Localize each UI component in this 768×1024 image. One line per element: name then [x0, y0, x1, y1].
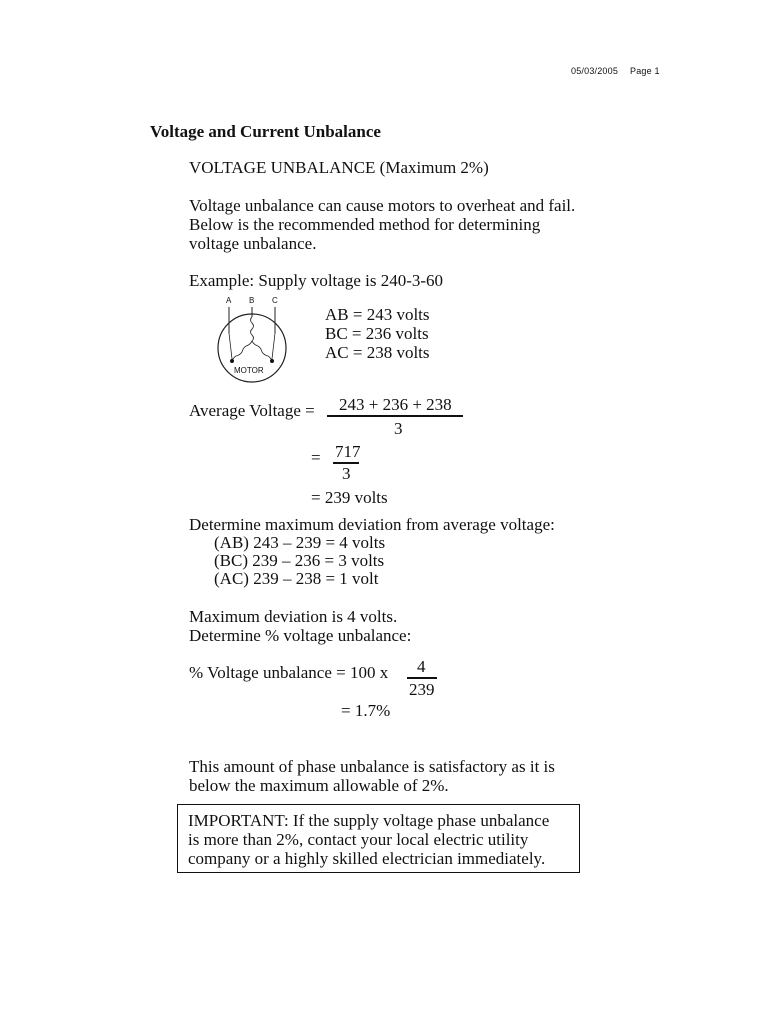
- unbalance-denominator: 239: [409, 680, 435, 699]
- average-denominator: 3: [394, 419, 403, 438]
- example-line: Example: Supply voltage is 240-3-60: [189, 271, 444, 290]
- unbalance-fraction-bar: [407, 677, 437, 679]
- important-line-1: IMPORTANT: If the supply voltage phase unbalance: [188, 811, 550, 830]
- max-deviation-line: Maximum deviation is 4 volts.: [189, 607, 398, 626]
- header-date: 05/03/2005: [571, 66, 619, 76]
- deviation-ac: (AC) 239 – 238 = 1 volt: [214, 569, 379, 588]
- determine-percent-line: Determine % voltage unbalance:: [189, 626, 412, 645]
- reading-ab: AB = 243 volts: [325, 305, 430, 324]
- important-line-3: company or a highly skilled electrician immediately.: [188, 849, 546, 868]
- header-page-number: Page 1: [630, 66, 660, 76]
- important-line-2: is more than 2%, contact your local electric utility: [188, 830, 529, 849]
- reading-bc: BC = 236 volts: [325, 324, 429, 343]
- phase-label-c: C: [272, 296, 278, 305]
- reading-ac: AC = 238 volts: [325, 343, 430, 362]
- deviation-ab: (AB) 243 – 239 = 4 volts: [214, 533, 386, 552]
- section-subtitle: VOLTAGE UNBALANCE (Maximum 2%): [189, 158, 489, 177]
- unbalance-label: % Voltage unbalance = 100 x: [189, 663, 389, 682]
- intro-line-1: Voltage unbalance can cause motors to overheat and fail.: [189, 196, 576, 215]
- average-step2-denominator: 3: [342, 464, 351, 483]
- motor-label: MOTOR: [234, 366, 264, 375]
- deviation-heading: Determine maximum deviation from average voltage:: [189, 515, 555, 534]
- conclusion-line-1: This amount of phase unbalance is satisfactory as it is: [189, 757, 555, 776]
- intro-line-3: voltage unbalance.: [189, 234, 317, 253]
- conclusion-line-2: below the maximum allowable of 2%.: [189, 776, 449, 795]
- average-step2-equals: =: [311, 448, 321, 467]
- unbalance-numerator: 4: [417, 657, 426, 676]
- intro-line-2: Below is the recommended method for determining: [189, 215, 541, 234]
- phase-label-b: B: [249, 296, 255, 305]
- average-fraction-bar: [327, 415, 463, 417]
- average-voltage-label: Average Voltage =: [189, 401, 315, 420]
- average-numerator: 243 + 236 + 238: [339, 395, 452, 414]
- phase-label-a: A: [226, 296, 232, 305]
- average-result: = 239 volts: [311, 488, 388, 507]
- deviation-bc: (BC) 239 – 236 = 3 volts: [214, 551, 385, 570]
- page-title: Voltage and Current Unbalance: [150, 122, 381, 141]
- average-step2-numerator: 717: [335, 442, 361, 461]
- unbalance-result: = 1.7%: [341, 701, 391, 720]
